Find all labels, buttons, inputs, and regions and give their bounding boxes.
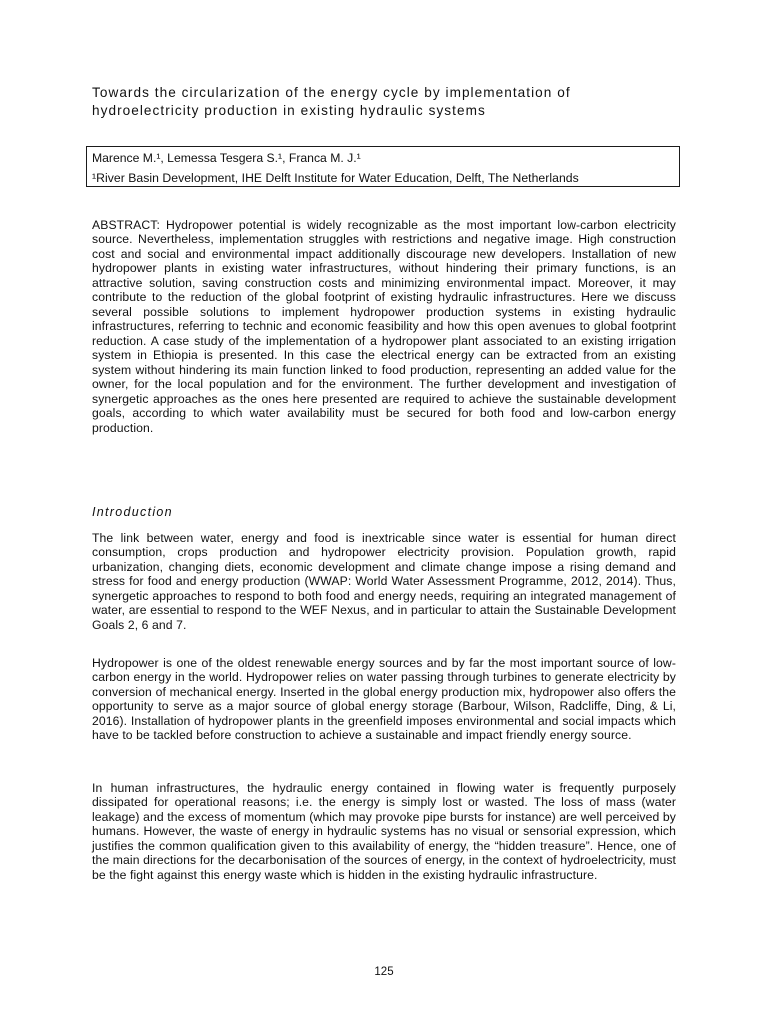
body-paragraph: In human infrastructures, the hydraulic energy contained in flowing water is frequently purposely dissipated for operational reasons; i.e. the energy is simply lost or wasted. The loss of mass (water leakage) and the excess of momentum (which may provoke pipe bursts for instance) are well perceived by humans. However, the waste of energy in hydraulic systems has no visual or sensorial expression, which justifies the common qualification given to this availability of energy, the “hidden treasure”. Hence, one of the main directions for the decarbonisation of the sources of energy, in the context of hydroelectricity, must be the fight against this energy waste which is hidden in the existing hydraulic infrastructure. [92,781,676,882]
body-paragraph: Hydropower is one of the oldest renewable energy sources and by far the most important source of low-carbon energy in the world. Hydropower relies on water passing through turbines to generate electricity by conversion of mechanical energy. Inserted in the global energy production mix, hydropower also offers the opportunity to serve as a major source of global energy storage (Barbour, Wilson, Radcliffe, Ding, & Li, 2016). Installation of hydropower plants in the greenfield imposes environmental and social impacts which have to be tackled before construction to achieve a sustainable and impact friendly energy source. [92,656,676,743]
authors-box [86,146,680,187]
section-heading-introduction: Introduction [92,505,173,519]
authors-line: Marence M.¹, Lemessa Tesgera S.¹, Franca M. J.¹ [92,151,361,165]
body-paragraph: The link between water, energy and food is inextricable since water is essential for human direct consumption, crops production and hydropower electricity provision. Population growth, rapid urbanization, changing diets, economic development and climate change impose a rising demand and stress for food and energy production (WWAP: World Water Assessment Programme, 2012, 2014). Thus, synergetic approaches to respond to both food and energy needs, requiring an integrated management of water, are essential to respond to the WEF Nexus, and in particular to attain the Sustainable Development Goals 2, 6 and 7. [92,531,676,632]
abstract: ABSTRACT: Hydropower potential is widely recognizable as the most important low-carbon electricity source. Nevertheless, implementation struggles with restrictions and negative image. High construction cost and social and environmental impact additionally discourage new developers. Installation of new hydropower plants in existing water infrastructures, without hindering their primary functions, is an attractive solution, saving construction costs and minimizing environmental impact. Moreover, it may contribute to the reduction of the global footprint of existing hydraulic infrastructures. Here we discuss several possible solutions to implement hydropower production systems in existing hydraulic infrastructures, referring to technic and economic feasibility and how this open avenues to global footprint reduction. A case study of the implementation of a hydropower plant associated to an existing irrigation system in Ethiopia is presented. In this case the electrical energy can be extracted from an existing system without hindering its main function linked to food production, representing an added value for the owner, for the local population and for the environment. The further development and investigation of synergetic approaches as the ones here presented are required to achieve the sustainable development goals, according to which water availability must be secured for both food and low-carbon energy production. [92,218,676,435]
affiliation-line: ¹River Basin Development, IHE Delft Institute for Water Education, Delft, The Netherlands [92,171,579,185]
paper-title: Towards the circularization of the energy cycle by implementation of hydroelectricity production in existing hydraulic systems [92,85,571,118]
page-number: 125 [374,966,394,978]
